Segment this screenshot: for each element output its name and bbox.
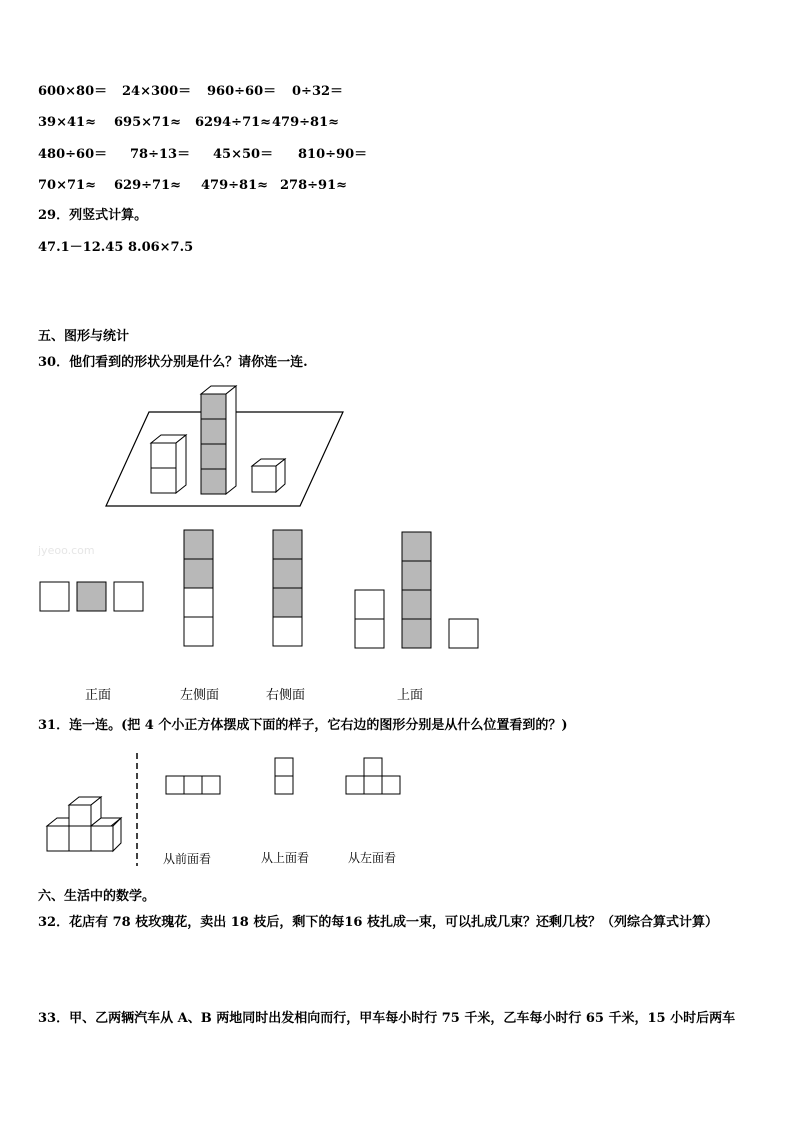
label-right-side: 右侧面 — [266, 688, 306, 703]
calc-item: 480÷60＝ — [38, 147, 108, 162]
question-32: 32．花店有 78 枝玫瑰花，卖出 18 枝后，剩下的每16 枝扎成一束，可以扎成几束？还剩几枝？（列综合算式计算） — [38, 915, 718, 930]
q31-view-row — [166, 776, 220, 794]
calc-item: 479÷81≈ — [272, 115, 340, 130]
label-from-left: 从左面看 — [348, 851, 397, 865]
calc-item: 70×71≈ — [38, 178, 96, 193]
section-6-heading: 六、生活中的数学。 — [38, 889, 156, 904]
view-column-b — [273, 530, 302, 646]
watermark: jyeoo.com — [38, 544, 95, 557]
calc-item: 629÷71≈ — [114, 178, 182, 193]
question-31-title: 31．连一连。(把 4 个小正方体摆成下面的样子，它右边的图形分别是从什么位置看到的？) — [38, 718, 568, 733]
calc-item: 960÷60＝ — [207, 84, 277, 99]
label-front: 正面 — [85, 688, 112, 703]
cube-stack-tall — [201, 386, 236, 494]
calc-item: 695×71≈ — [114, 115, 182, 130]
question-33: 33．甲、乙两辆汽车从 A、B 两地同时出发相向而行，甲车每小时行 75 千米，乙车每小时行 65 千米，15 小时后两车 — [38, 1011, 736, 1026]
label-top: 上面 — [397, 688, 424, 703]
view-three-squares — [40, 582, 143, 611]
q31-view-t-shape — [346, 758, 400, 794]
view-column-a — [184, 530, 213, 646]
cube-stack-left — [151, 435, 186, 493]
label-from-front: 从前面看 — [163, 852, 212, 866]
calc-item: 278÷91≈ — [280, 178, 348, 193]
question-30-title: 30．他们看到的形状分别是什么？请你连一连. — [38, 355, 308, 370]
q31-cube-figure — [47, 797, 121, 851]
calc-item: 6294÷71≈ — [195, 115, 272, 130]
label-left-side: 左侧面 — [180, 688, 220, 703]
calc-item: 78÷13＝ — [130, 147, 191, 162]
cube-single — [252, 459, 285, 492]
vertical-calc-item: 8.06×7.5 — [128, 240, 194, 255]
view-column-c — [355, 532, 478, 648]
question-29-title: 29．列竖式计算。 — [38, 208, 148, 223]
section-5-heading: 五、图形与统计 — [38, 329, 130, 344]
q31-view-column — [275, 758, 293, 794]
vertical-calc-item: 47.1－12.45 — [38, 240, 124, 255]
calc-item: 24×300＝ — [122, 84, 192, 99]
calc-item: 0÷32＝ — [292, 84, 344, 99]
calc-item: 600×80＝ — [38, 84, 108, 99]
calc-item: 479÷81≈ — [201, 178, 269, 193]
label-from-top: 从上面看 — [261, 851, 310, 865]
calc-item: 45×50＝ — [213, 147, 274, 162]
calc-item: 810÷90＝ — [298, 147, 368, 162]
calc-item: 39×41≈ — [38, 115, 96, 130]
